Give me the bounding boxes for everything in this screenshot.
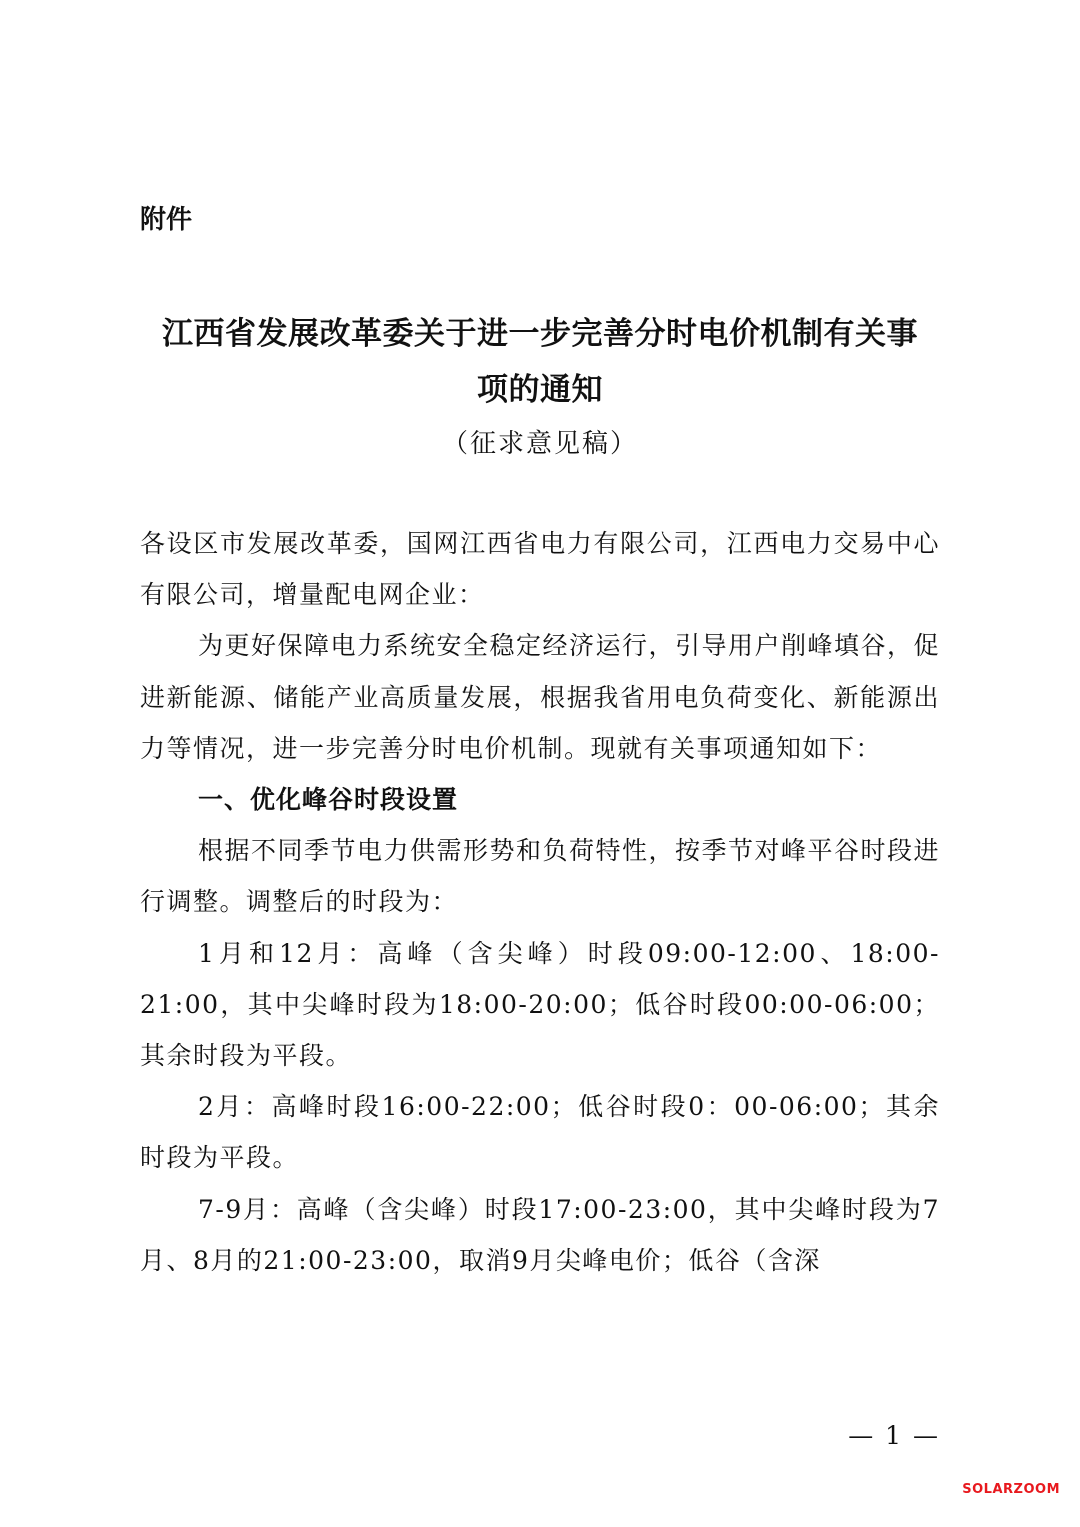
- watermark: SOLARZOOM: [962, 1482, 1060, 1497]
- document-title-line-2: 项的通知: [477, 372, 603, 408]
- body-paragraph: 根据不同季节电力供需形势和负荷特性，按季节对峰平谷时段进行调整。调整后的时段为：: [140, 836, 941, 917]
- body-paragraph: 2月：高峰时段16:00-22:00；低谷时段0：00-06:00；其余时段为平段。: [140, 1092, 940, 1173]
- intro-paragraph: 为更好保障电力系统安全稳定经济运行，引导用户削峰填谷，促进新能源、储能产业高质量发展，根据我省用电负荷变化、新能源出力等情况，进一步完善分时电价机制。现就有关事项通知如下：: [140, 631, 941, 763]
- section-heading: 一、优化峰谷时段设置: [198, 785, 459, 815]
- document-subtitle: （征求意见稿）: [441, 429, 638, 459]
- attachment-label: 附件: [140, 205, 193, 235]
- body-paragraph: 1月和12月：高峰（含尖峰）时段09:00-12:00、18:00-21:00，其中尖峰时段为18:00-20:00；低谷时段00:00-06:00；其余时段为平段。: [140, 938, 940, 1071]
- document-body: [140, 518, 940, 1286]
- document-title: [140, 306, 940, 418]
- page-number: — 1 —: [848, 1421, 940, 1450]
- addressee-paragraph: 各设区市发展改革委，国网江西省电力有限公司，江西电力交易中心有限公司，增量配电网企业：: [140, 529, 940, 610]
- body-paragraph: 7-9月：高峰（含尖峰）时段17:00-23:00，其中尖峰时段为7月、8月的21:00-23:00，取消9月尖峰电价；低谷（含深: [140, 1194, 940, 1275]
- document-title-line-1: 江西省发展改革委关于进一步完善分时电价机制有关事: [162, 316, 918, 352]
